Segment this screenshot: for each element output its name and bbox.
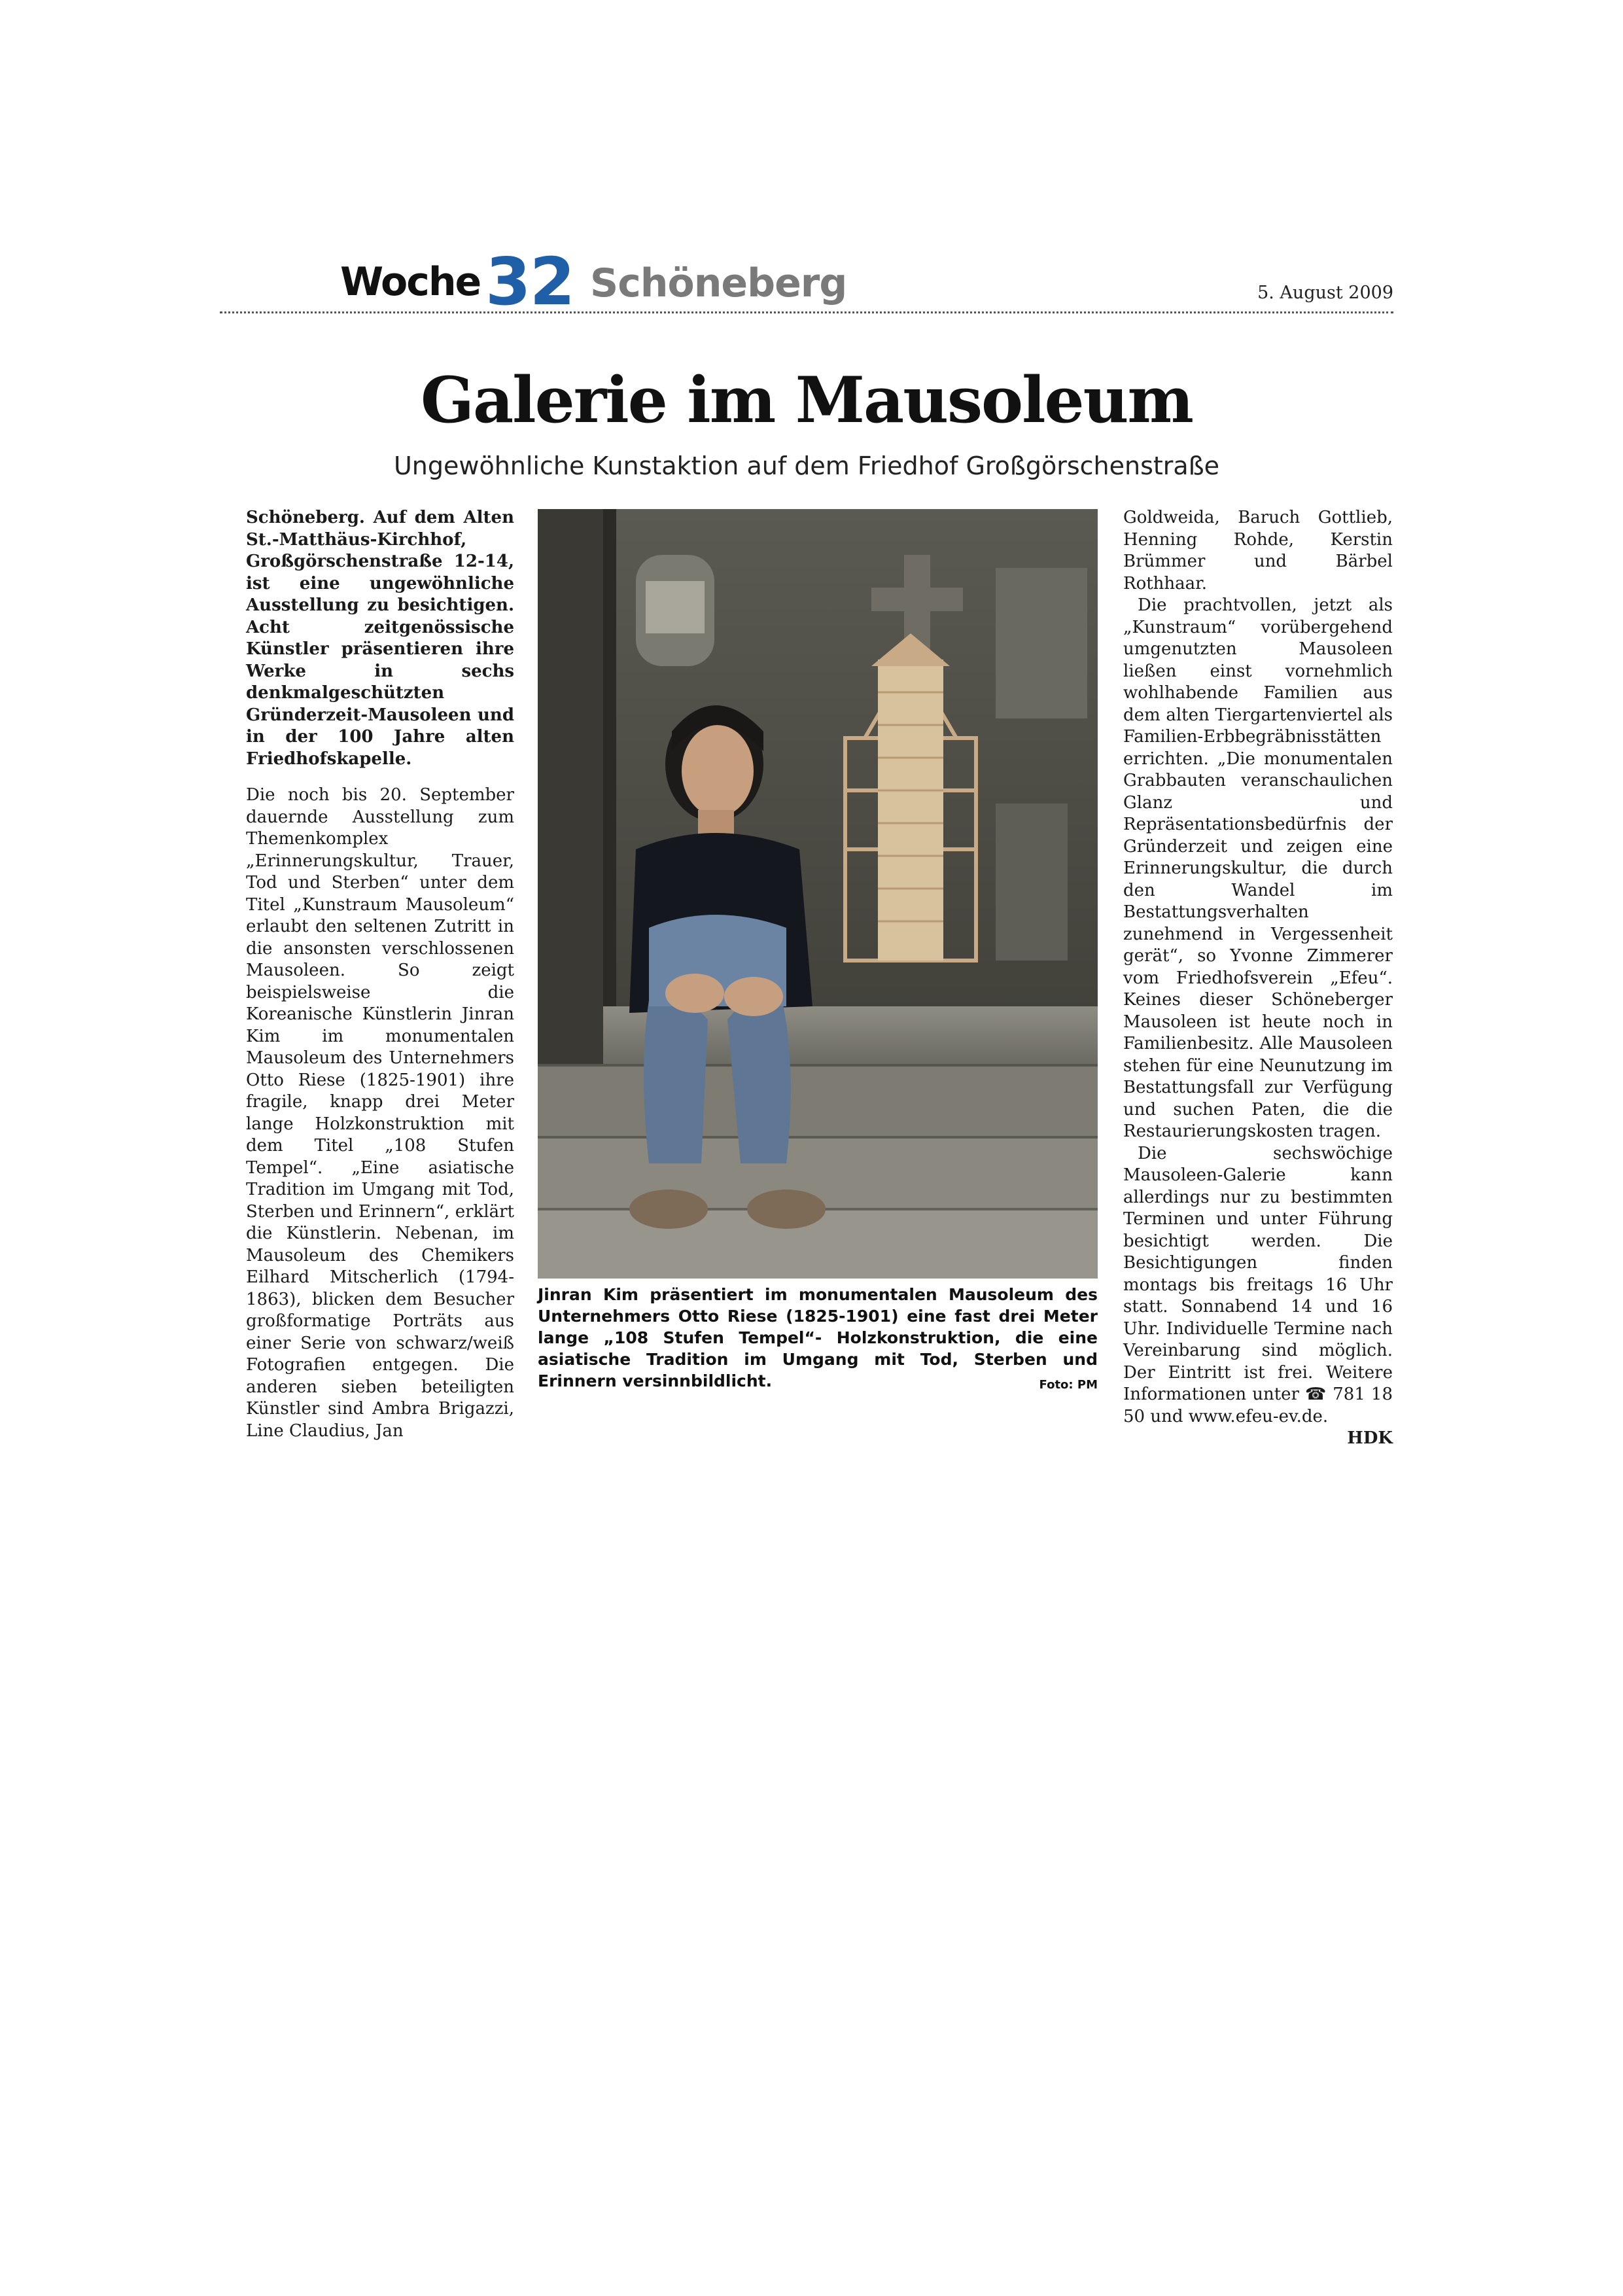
- photo-caption: [538, 1284, 1098, 1396]
- issue-date: 5. August 2009: [1257, 283, 1393, 303]
- article-photo: [538, 509, 1098, 1279]
- photo-illustration: [538, 509, 1098, 1279]
- lead-paragraph: Schöneberg. Auf dem Alten St.-Matthäus-Kirchhof, Großgörschenstraße 12-14, ist eine ungewöhnliche Ausstellung zu besichtigen. Acht zeitgenössische Künstler präsentieren ihre Werke in sechs denkmalgeschützten Gründerzeit-Mausoleen und in der 100 Jahre alten Friedhofskapelle.: [246, 508, 514, 769]
- body-paragraph-right-2: Die prachtvollen, jetzt als „Kunstraum“ vorübergehend umgenutzten Mausoleen ließen einst vornehmlich wohlhabende Familien aus dem alten Tiergartenviertel als Familien-Erbbegräbnisstätten errichten. „Die monumentalen Grabbauten veranschaulichen Glanz und Repräsentationsbedürfnis der Gründerzeit und zeigen eine Erinnerungskultur, die durch den Wandel im Bestattungsverhalten zunehmend in Vergessenheit gerät“, so Yvonne Zimmerer vom Friedhofsverein „Efeu“. Keines dieser Schöneberger Mausoleen ist heute noch in Familienbesitz. Alle Mausoleen stehen für eine Neunutzung im Bestattungsfall zur Verfügung und suchen Paten, die die Restaurierungskosten tragen.: [1123, 595, 1393, 1141]
- photo-credit: Foto: PM: [1039, 1378, 1098, 1392]
- masthead: [220, 243, 1393, 320]
- brand-woche: Woche: [340, 259, 481, 305]
- brand-place: Schöneberg: [590, 260, 847, 306]
- author-initials: HDK: [1347, 1428, 1393, 1448]
- masthead-divider: [220, 311, 1393, 313]
- caption-text: Jinran Kim präsentiert im monumentalen Mausoleum des Unternehmers Otto Riese (1825-1901) eine fast drei Meter lange „108 Stufen Tempel“- Holzkonstruktion, die eine asiatische Tradition im Umgang mit Tod, Sterben und Erinnern versinnbildlicht.: [538, 1285, 1098, 1390]
- body-paragraph-left: Die noch bis 20. September dauernde Ausstellung zum Themenkomplex „Erinnerungskultur, Trauer, Tod und Sterben“ unter dem Titel „Kunstraum Mausoleum“ erlaubt den seltenen Zutritt in die ansonsten verschlossenen Mausoleen. So zeigt beispielsweise die Koreanische Künstlerin Jinran Kim im monumentalen Mausoleum des Unternehmers Otto Riese (1825-1901) ihre fragile, knapp drei Meter lange Holzkonstruktion mit dem Titel „108 Stufen Tempel“. „Eine asiatische Tradition im Umgang mit Tod, Sterben und Erinnern“, erklärt die Künstlerin. Nebenan, im Mausoleum des Chemikers Eilhard Mitscherlich (1794-1863), blicken dem Besucher großformatige Porträts aus einer Serie von schwarz/weiß Fotografien entgegen. Die anderen sieben beteiligten Künstler sind Ambra Brigazzi, Line Claudius, Jan: [246, 785, 514, 1441]
- headline: Galerie im Mausoleum: [420, 363, 1193, 437]
- body-paragraph-right-3: Die sechswöchige Mausoleen-Galerie kann allerdings nur zu bestimmten Terminen und unter Führung besichtigt werden. Die Besichtigungen finden montags bis freitags 16 Uhr statt. Sonnabend 14 und 16 Uhr. Individuelle Termine nach Vereinbarung sind möglich. Der Eintritt ist frei. Weitere Informationen unter ☎ 781 18 50 und www.efeu-ev.de.: [1123, 1143, 1393, 1426]
- subheadline: Ungewöhnliche Kunstaktion auf dem Friedhof Großgörschenstraße: [393, 451, 1220, 480]
- brand-number: 32: [485, 243, 574, 320]
- right-column: [1123, 507, 1393, 1450]
- left-column: [246, 507, 514, 1442]
- body-paragraph-right-1: Goldweida, Baruch Gottlieb, Henning Rohde, Kerstin Brümmer und Bärbel Rothhaar.: [1123, 508, 1393, 593]
